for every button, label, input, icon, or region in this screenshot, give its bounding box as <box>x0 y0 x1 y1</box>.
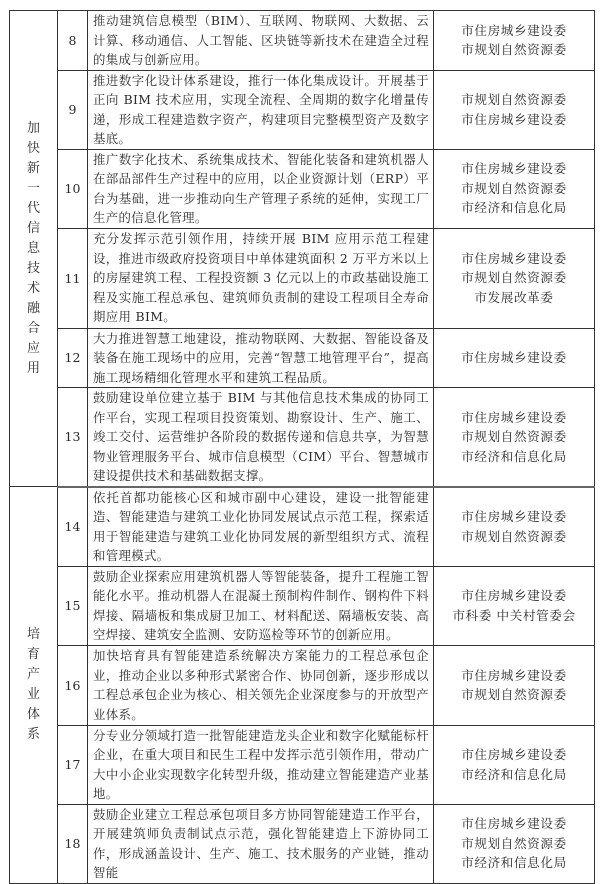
task-description: 推动建筑信息模型（BIM）、互联网、物联网、大数据、云计算、移动通信、人工智能、区块链等新技术在建造全过程的集成与创新应用。 <box>88 11 434 71</box>
category-label: 培育产业体系 <box>26 626 40 742</box>
dept-line: 市经济和信息化局 <box>461 448 567 464</box>
dept-line: 市规划自然资源委 <box>461 528 567 544</box>
table-row <box>10 328 595 388</box>
table-row <box>10 566 595 645</box>
dept-line: 市经济和信息化局 <box>461 200 567 216</box>
category-label: 加快新一代信息技术融合应用 <box>26 120 40 376</box>
responsible-departments <box>434 149 595 228</box>
table-row <box>10 645 595 725</box>
responsible-departments <box>434 70 595 149</box>
task-description: 加快培育具有智能建造系统解决方案能力的工程总承包企业，推动企业以多种形式紧密合作、协同创新，逐步形成以工程总承包企业为核心、相关领先企业深度参与的开放型产业体系。 <box>88 645 434 725</box>
dept-line: 市住房城乡建设委 <box>461 588 567 603</box>
table-row <box>10 725 595 804</box>
dept-line: 市经济和信息化局 <box>461 855 567 871</box>
row-number: 11 <box>58 228 88 328</box>
task-description: 依托首都功能核心区和城市副中心建设，建设一批智能建造、智能建造与建筑工业化协同发展试点示范工程，探索适用于智能建造与建筑工业化协同发展的新型组织方式、流程和管理模式。 <box>88 487 434 567</box>
row-number: 10 <box>58 149 88 228</box>
table-row <box>10 70 595 149</box>
task-description: 推广数字化技术、系统集成技术、智能化装备和建筑机器人在部品部件生产过程中的应用，以企业资源计划（ERP）平台为基础，进一步推动向生产管理子系统的延伸，实现工厂生产的信息化管理。 <box>88 149 434 228</box>
responsible-departments <box>434 228 595 328</box>
row-number: 15 <box>58 566 88 645</box>
policy-task-table <box>9 10 595 884</box>
table-row <box>10 228 595 328</box>
dept-line: 市住房城乡建设委 <box>461 250 567 266</box>
task-description: 推进数字化设计体系建设，推行一体化集成设计。开展基于正向 BIM 技术应用，实现全流程、全周期的数字化增量传递，形成工程建造数字资产，构建项目完整模型资产及数字基底。 <box>88 70 434 149</box>
row-number: 12 <box>58 328 88 388</box>
row-number: 8 <box>58 11 88 71</box>
row-number: 18 <box>58 804 88 883</box>
dept-line: 市住房城乡建设委 <box>461 747 567 762</box>
dept-line: 市住房城乡建设委 <box>461 22 567 38</box>
responsible-departments <box>434 487 595 567</box>
dept-line: 市住房城乡建设委 <box>461 409 567 425</box>
task-description: 鼓励企业建立工程总承包项目多方协同智能建造工作平台，开展建筑师负责制试点示范，强化智能建造上下游协同工作，形成涵盖设计、生产、施工、技术服务的产业链，推动智能 <box>88 804 434 883</box>
responsible-departments <box>434 645 595 725</box>
task-description: 鼓励企业探索应用建筑机器人等智能装备，提升工程施工智能化水平。推动机器人在混凝土预制构件制作、钢构件下料焊接、隔墙板和集成厨卫加工、材料配送、隔墙板安装、高空焊接、建筑安全监测、安防巡检等环节的创新应用。 <box>88 566 434 645</box>
dept-line: 市住房城乡建设委 <box>461 816 567 832</box>
dept-line: 市规划自然资源委 <box>461 429 567 444</box>
table-row <box>10 11 595 71</box>
task-description: 鼓励建设单位建立基于 BIM 与其他信息技术集成的协同工作平台，实现工程项目投资策划、勘察设计、生产、施工、竣工交付、运营维护各阶段的数据传递和信息共享，为智慧物业管理服务平台、城市信息模型（CIM）平台、智慧城市建设提供技术和基础数据支撑。 <box>88 388 434 487</box>
dept-line: 市经济和信息化局 <box>461 766 567 782</box>
row-number: 14 <box>58 487 88 567</box>
dept-line: 市住房城乡建设委 <box>461 667 567 683</box>
task-description: 分专业分领域打造一批智能建造龙头企业和数字化赋能标杆企业，在重大项目和民生工程中发挥示范引领作用，带动广大中小企业实现数字化转型升级，推动建立智能建造产业基地。 <box>88 725 434 804</box>
row-number: 17 <box>58 725 88 804</box>
category-cell <box>10 11 58 487</box>
dept-line: 市规划自然资源委 <box>461 92 567 107</box>
dept-line: 市住房城乡建设委 <box>461 161 567 177</box>
row-number: 13 <box>58 388 88 487</box>
table-row <box>10 388 595 487</box>
dept-line: 市科委 中关村管委会 <box>452 607 576 623</box>
dept-line: 市规划自然资源委 <box>461 270 567 286</box>
dept-line: 市规划自然资源委 <box>461 835 567 851</box>
responsible-departments <box>434 11 595 71</box>
task-description: 充分发挥示范引领作用，持续开展 BIM 应用示范工程建设，推进市级政府投资项目中单体建筑面积 2 万平方米以上的房屋建筑工程、工程投资额 3 亿元以上的市政基础设施工程及实施工程总承包、建筑师负责制的建设工程项目全寿命期应用 BIM。 <box>88 228 434 328</box>
row-number: 9 <box>58 70 88 149</box>
dept-line: 市住房城乡建设委 <box>461 509 567 524</box>
responsible-departments <box>434 725 595 804</box>
dept-line: 市住房城乡建设委 <box>461 350 567 365</box>
dept-line: 市规划自然资源委 <box>461 42 567 58</box>
responsible-departments <box>434 328 595 388</box>
table-row <box>10 487 595 567</box>
row-number: 16 <box>58 645 88 725</box>
responsible-departments <box>434 388 595 487</box>
dept-line: 市规划自然资源委 <box>461 687 567 702</box>
responsible-departments <box>434 566 595 645</box>
dept-line: 市规划自然资源委 <box>461 180 567 196</box>
task-description: 大力推进智慧工地建设，推动物联网、大数据、智能设备及装备在施工现场中的应用，完善“智慧工地管理平台”，提高施工现场精细化管理水平和建筑工程品质。 <box>88 328 434 388</box>
table-row <box>10 149 595 228</box>
category-cell <box>10 487 58 884</box>
dept-line: 市发展改革委 <box>474 289 554 305</box>
dept-line: 市住房城乡建设委 <box>461 111 567 127</box>
